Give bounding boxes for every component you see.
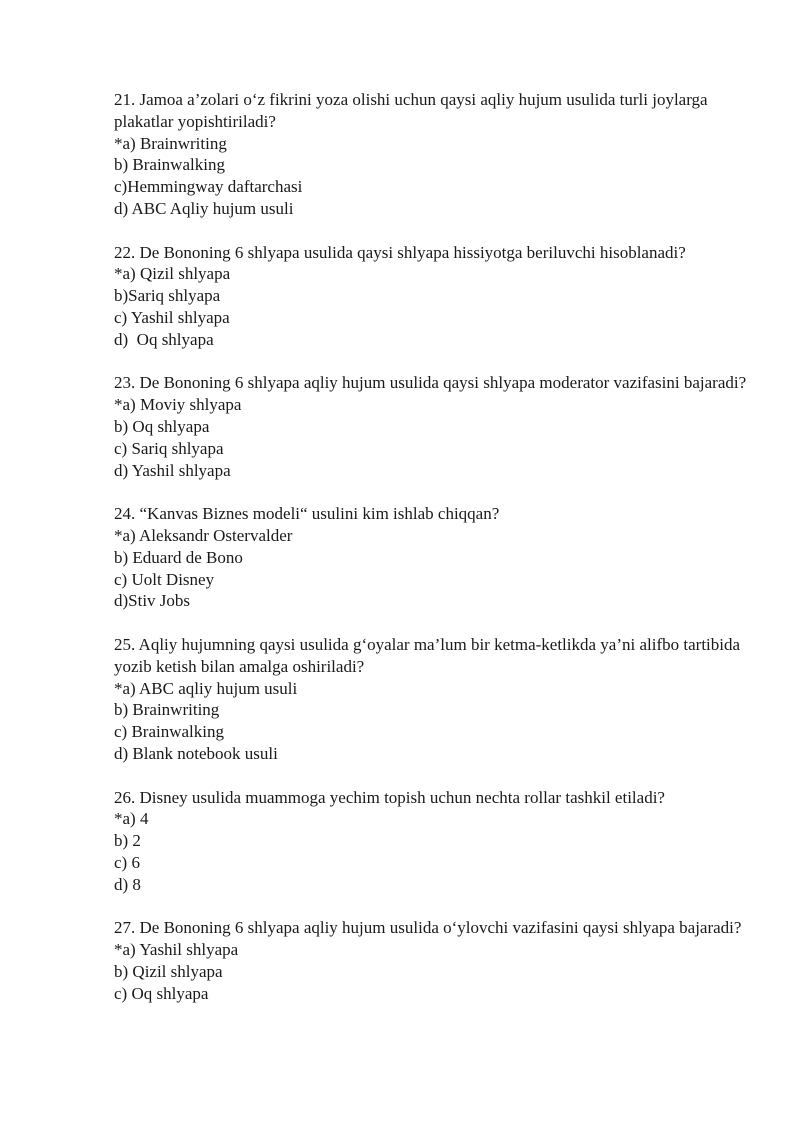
option-c: c) 6 (114, 852, 140, 872)
option-c: c) Sariq shlyapa (114, 438, 224, 458)
option-d: d) Oq shlyapa (114, 329, 214, 349)
question-26 (114, 787, 754, 896)
question-21 (114, 89, 754, 220)
question-text: 22. De Bononing 6 shlyapa usulida qaysi shlyapa hissiyotga beriluvchi hisoblanadi? (114, 242, 686, 262)
question-23 (114, 372, 754, 481)
question-24 (114, 503, 754, 612)
option-c: c)Hemmingway daftarchasi (114, 177, 303, 197)
option-d: d) Yashil shlyapa (114, 460, 231, 480)
option-b: b) Brainwalking (114, 155, 225, 175)
option-c: c) Oq shlyapa (114, 983, 209, 1003)
option-d: d) Blank notebook usuli (114, 743, 278, 763)
option-a: *a) ABC aqliy hujum usuli (114, 678, 298, 698)
option-c: c) Uolt Disney (114, 569, 215, 589)
question-25 (114, 634, 754, 765)
question-text: 25. Aqliy hujumning qaysi usulida g‘oyalar ma’lum bir ketma-ketlikda ya’ni alifbo tartibida yozib ketish bilan amalga oshiriladi? (114, 634, 745, 676)
question-text: 21. Jamoa a’zolari o‘z fikrini yoza olishi uchun qaysi aqliy hujum usulida turli joylarga plakatlar yopishtiriladi? (114, 90, 712, 131)
question-22 (114, 242, 754, 351)
option-b: b) Qizil shlyapa (114, 961, 223, 981)
option-a: *a) Qizil shlyapa (114, 264, 231, 284)
option-b: b) Brainwriting (114, 700, 220, 720)
question-27 (114, 917, 754, 1004)
question-text: 26. Disney usulida muammoga yechim topish uchun nechta rollar tashkil etiladi? (114, 787, 665, 807)
option-b: b)Sariq shlyapa (114, 286, 221, 306)
option-c: c) Yashil shlyapa (114, 307, 230, 327)
option-a: *a) Aleksandr Ostervalder (114, 525, 293, 545)
question-text: 23. De Bononing 6 shlyapa aqliy hujum usulida qaysi shlyapa moderator vazifasini bajaradi? (114, 373, 747, 393)
option-d: d)Stiv Jobs (114, 591, 191, 611)
option-c: c) Brainwalking (114, 722, 224, 742)
option-d: d) ABC Aqliy hujum usuli (114, 198, 294, 218)
option-a: *a) Moviy shlyapa (114, 395, 242, 415)
option-a: *a) Yashil shlyapa (114, 940, 239, 960)
question-text: 27. De Bononing 6 shlyapa aqliy hujum usulida o‘ylovchi vazifasini qaysi shlyapa bajaradi? (114, 918, 742, 938)
document-page (114, 89, 754, 1026)
option-a: *a) Brainwriting (114, 133, 227, 153)
option-b: b) Oq shlyapa (114, 416, 210, 436)
option-d: d) 8 (114, 874, 141, 894)
option-b: b) Eduard de Bono (114, 547, 243, 567)
question-text: 24. “Kanvas Biznes modeli“ usulini kim ishlab chiqqan? (114, 504, 500, 524)
option-a: *a) 4 (114, 809, 149, 829)
option-b: b) 2 (114, 831, 141, 851)
